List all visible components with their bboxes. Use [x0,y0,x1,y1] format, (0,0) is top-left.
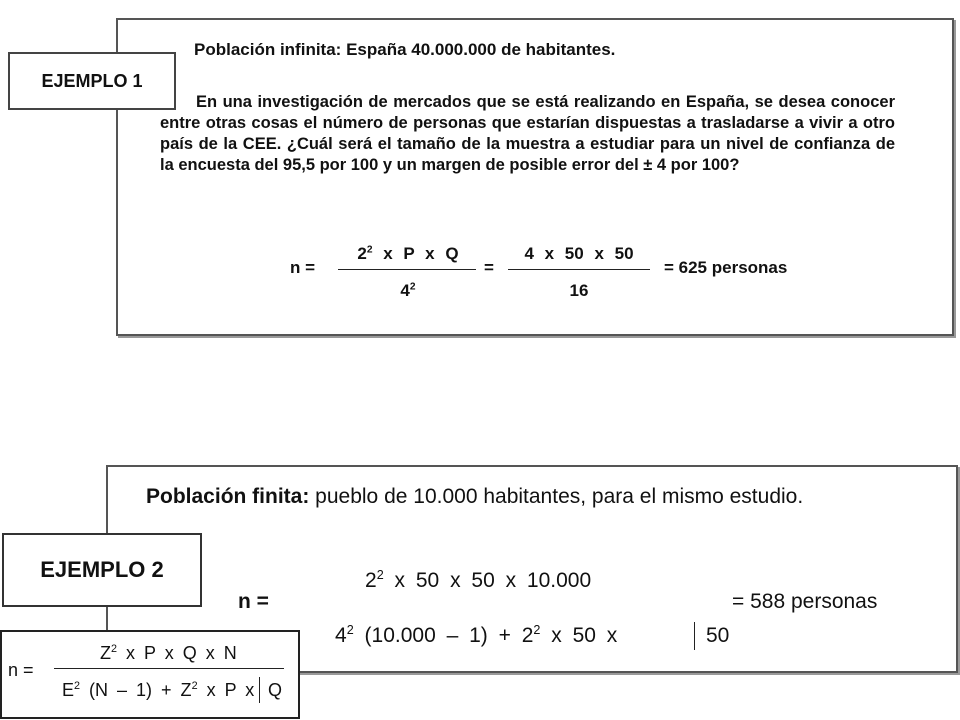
example-1-denominator-1: $4^2$ [400,281,416,300]
example-2-heading-rest: pueblo de 10.000 habitantes, para el mismo estudio. [309,485,804,508]
example-1-equals: = [484,258,494,277]
example-2-heading-bold: Población finita: [146,485,310,508]
example-1-result: = 625 personas [664,258,788,277]
general-formula-fraction-bar [54,668,284,669]
example-1-denominator-2: 16 [569,281,589,300]
example-2-vertical-bar [694,622,695,650]
example-2-n-equals: n = [238,590,269,613]
example-2-denominator: $4^2$ $(10.000 - 1) + 2^2$ x 50 x [335,623,618,647]
example-2-denominator-last: 50 [706,624,730,647]
example-1-heading-rest: España 40.000.000 de habitantes. [341,40,616,59]
example-2-numerator: $2^2$ x 50 x 50 x 10.000 [365,568,592,592]
general-formula-denominator-last: Q [268,680,283,700]
general-formula-n-equals: n = [8,660,34,680]
example-1-fraction-bar-2 [508,269,650,270]
example-1-numerator-1: $2^2$ x P x Q [357,244,459,263]
example-1-tag: EJEMPLO 1 [8,52,176,110]
general-formula-numerator: $Z^2$ x P x Q x N [100,643,237,663]
general-formula-denominator: $E^2$ $(N - 1) + Z^2$ x P x [62,680,255,700]
example-2-result: = 588 personas [732,590,878,613]
general-formula-vertical-bar [259,677,260,703]
example-2-heading [146,485,803,509]
example-1-numerator-2: 4 x 50 x 50 [524,244,634,263]
example-1-fraction-bar-1 [338,269,476,270]
example-1-heading-bold: Población infinita: [194,40,342,59]
example-1-paragraph: En una investigación de mercados que se está realizando en España, se desea conocer entre otras cosas el número de personas que estarían dispuestas a trasladarse a vivir a otro país de la CEE. ¿Cuál será el tamaño de la muestra a estudiar para un nivel de confianza de la encuesta del 95,5 por 100 y un margen de posible error del ± 4 por 100? [160,93,895,174]
example-2-tag: EJEMPLO 2 [2,533,202,607]
example-1-n-equals: n = [290,258,316,277]
example-1-heading [194,40,615,60]
